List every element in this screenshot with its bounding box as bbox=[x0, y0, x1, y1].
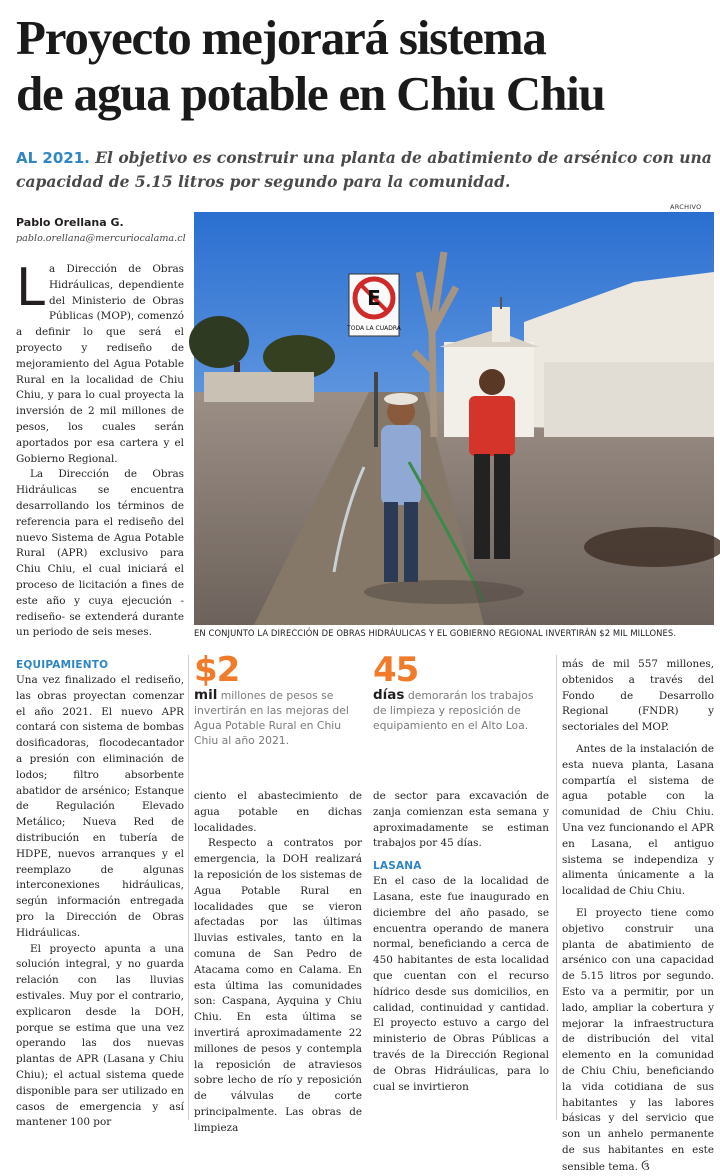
sign-letter: E bbox=[367, 286, 381, 310]
lead-kicker: AL 2021. bbox=[16, 149, 90, 167]
headline bbox=[16, 10, 716, 122]
stat-text-investment bbox=[194, 688, 362, 748]
lasana-paragraph: En el caso de la localidad de Lasana, este fue inaugurado en diciembre del año pasado, se encuentra operando de manera normal, beneficiando a cerca de 450 habitantes de esta localidad que cuentan con el recurso hídrico desde sus domicilios, en calidad, continuidad y cantidad. El proyecto estuvo a cargo del ministerio de Obras Públicas a través de la Dirección Regional de Obras Hidráulicas, para lo cual se invirtieron bbox=[373, 875, 549, 1093]
stat-text-days bbox=[373, 688, 549, 733]
sign-text: TODA LA CUADRA bbox=[347, 325, 401, 332]
stat-number-investment: $2 bbox=[194, 650, 240, 690]
stat-box-investment bbox=[194, 652, 362, 748]
col3-paragraph-2: Respecto a contratos por emergencia, la DOH realizará la reposición de los sistemas de Agua Potable Rural en localidades que se vieron afectadas por las últimas lluvias estivales, tanto en la comuna de San Pedro de Atacama como en Calama. En esta última las comunidades son: Caspana, Ayquina y Chiu Chiu. En esta última se invertirá aproximadamente 22 millones de pesos y contempla la reposición de atraviesos sobre lecho de río y reposición de válvulas de corte principalmente. Las obras de limpieza bbox=[194, 837, 362, 1134]
section-heading-lasana: LASANA bbox=[373, 860, 422, 873]
col5-paragraph-2: Antes de la instalación de esta nueva planta, Lasana compartía el sistema de agua potable con la comunidad de Chiu Chiu. Una vez funcionando el APR en Lasana, el antiguo sistema se independiza y alimenta únicamente a la localidad de Chiu Chiu. bbox=[562, 742, 714, 898]
intro-paragraph-2: La Dirección de Obras Hidráulicas se encuentra desarrollando los términos de referencia para el rediseño del nuevo Sistema de Agua Potable Rural (APR) exclusivo para Chiu Chiu, el cual iniciará el proceso de licitación a fines de este año y cuya ejecución -rediseño- se extenderá durante un periodo de seis meses. bbox=[16, 468, 184, 639]
col5-paragraph-1: más de mil 557 millones, obtenidos a través del Fondo de Desarrollo Regional (FNDR) y sectoriales del MOP. bbox=[562, 658, 714, 734]
col3-paragraph-1: ciento el abastecimiento de agua potable en dichas localidades. bbox=[194, 790, 362, 834]
equipamiento-paragraph-2: El proyecto apunta a una solución integral, y no guarda relación con las lluvias estivales. Muy por el contrario, explicaron desde la DOH, porque se estima que una vez operando las dos nuevas plantas de APR (Lasana y Chiu Chiu); el actual sistema quede disponible para ser utilizado en casos de emergencia y así mantener 100 por bbox=[16, 942, 184, 1129]
col5-paragraph-3-text: El proyecto tiene como objetivo construir una planta de abatimiento de arsénico con una capacidad de 5.15 litros por segundo. Esto va a permitir, por un lado, ampliar la cobertura y mejorar la infraestructura de distribución del vital elemento en la comunidad de Chiu Chiu, beneficiando la vida cotidiana de sus habitantes y las labores básicas y del servicio que son un anhelo permanente de sus habitantes en este sensible tema. bbox=[562, 906, 714, 1173]
lead-text: El objetivo es construir una planta de abatimiento de arsénico con una capacidad de 5.15 litros por segundo para la comunidad. bbox=[16, 148, 712, 191]
lead-paragraph bbox=[16, 146, 712, 193]
column-lasana bbox=[373, 789, 549, 1095]
author-email[interactable]: pablo.orellana@mercuriocalama.cl bbox=[16, 233, 186, 244]
photo-illustration bbox=[194, 212, 714, 625]
column-divider bbox=[556, 655, 557, 1120]
intro-paragraph-1: a Dirección de Obras Hidráulicas, dependiente del Ministerio de Obras Públicas (MOP), comenzó a definir lo que será el proyecto y rediseño de mejoramiento del Agua Potable Rural en la localidad de Chiu Chiu, y para lo cual proyecta la inversión de 2 mil millones de pesos, los cuales serán aportados por esa cartera y el Gobierno Regional. bbox=[16, 263, 184, 465]
drop-cap: L bbox=[16, 258, 45, 318]
photo-caption: EN CONJUNTO LA DIRECCIÓN DE OBRAS HIDRÁULICAS Y EL GOBIERNO REGIONAL INVERTIRÁN $2 MIL MILLONES. bbox=[194, 628, 677, 638]
stat-bold-investment: mil bbox=[194, 687, 218, 703]
column-divider bbox=[188, 655, 189, 1120]
equipamiento-paragraph-1: Una vez finalizado el rediseño, las obras proyectan comenzar el año 2021. El nuevo APR contará con sistema de bombas dosificadoras, flocodecantador a presión con eliminación de lodos; filtro absorbente abatidor de arsénico; Estanque de Regulación Elevado Metálico; Nueva Red de distribución en tubería de HDPE, nuevos arranques y el reemplazo de algunas interconexiones hidráulicas, según información entregada pro la Dirección de Obras Hidráulicas. bbox=[16, 674, 184, 939]
col5-paragraph-3 bbox=[562, 906, 714, 1176]
column-planta bbox=[562, 657, 714, 1176]
column-emergencia bbox=[194, 789, 362, 1137]
headline-line-2: de agua potable en Chiu Chiu bbox=[16, 66, 605, 121]
column-equipamiento bbox=[16, 657, 184, 1131]
stat-desc-investment: millones de pesos se invertirán en las mejoras del Agua Potable Rural en Chiu Chiu al año 2021. bbox=[194, 689, 349, 747]
headline-line-1: Proyecto mejorará sistema bbox=[16, 10, 546, 65]
article-photo bbox=[194, 212, 714, 625]
end-mark-icon: ઉ bbox=[641, 1159, 650, 1173]
stat-number-days: 45 bbox=[373, 650, 419, 690]
column-intro bbox=[16, 258, 184, 641]
author-name: Pablo Orellana G. bbox=[16, 216, 124, 229]
stat-desc-days: demorarán los trabajos de limpieza y reposición de equipamiento en el Alto Loa. bbox=[373, 689, 534, 732]
section-heading-equipamiento: EQUIPAMIENTO bbox=[16, 659, 109, 671]
stat-box-days bbox=[373, 652, 549, 733]
stat-bold-days: días bbox=[373, 687, 405, 703]
photo-credit: ARCHIVO bbox=[670, 203, 702, 211]
col4-paragraph-1: de sector para excavación de zanja comienzan esta semana y aproximadamente se estiman trabajos por 45 días. bbox=[373, 790, 549, 850]
